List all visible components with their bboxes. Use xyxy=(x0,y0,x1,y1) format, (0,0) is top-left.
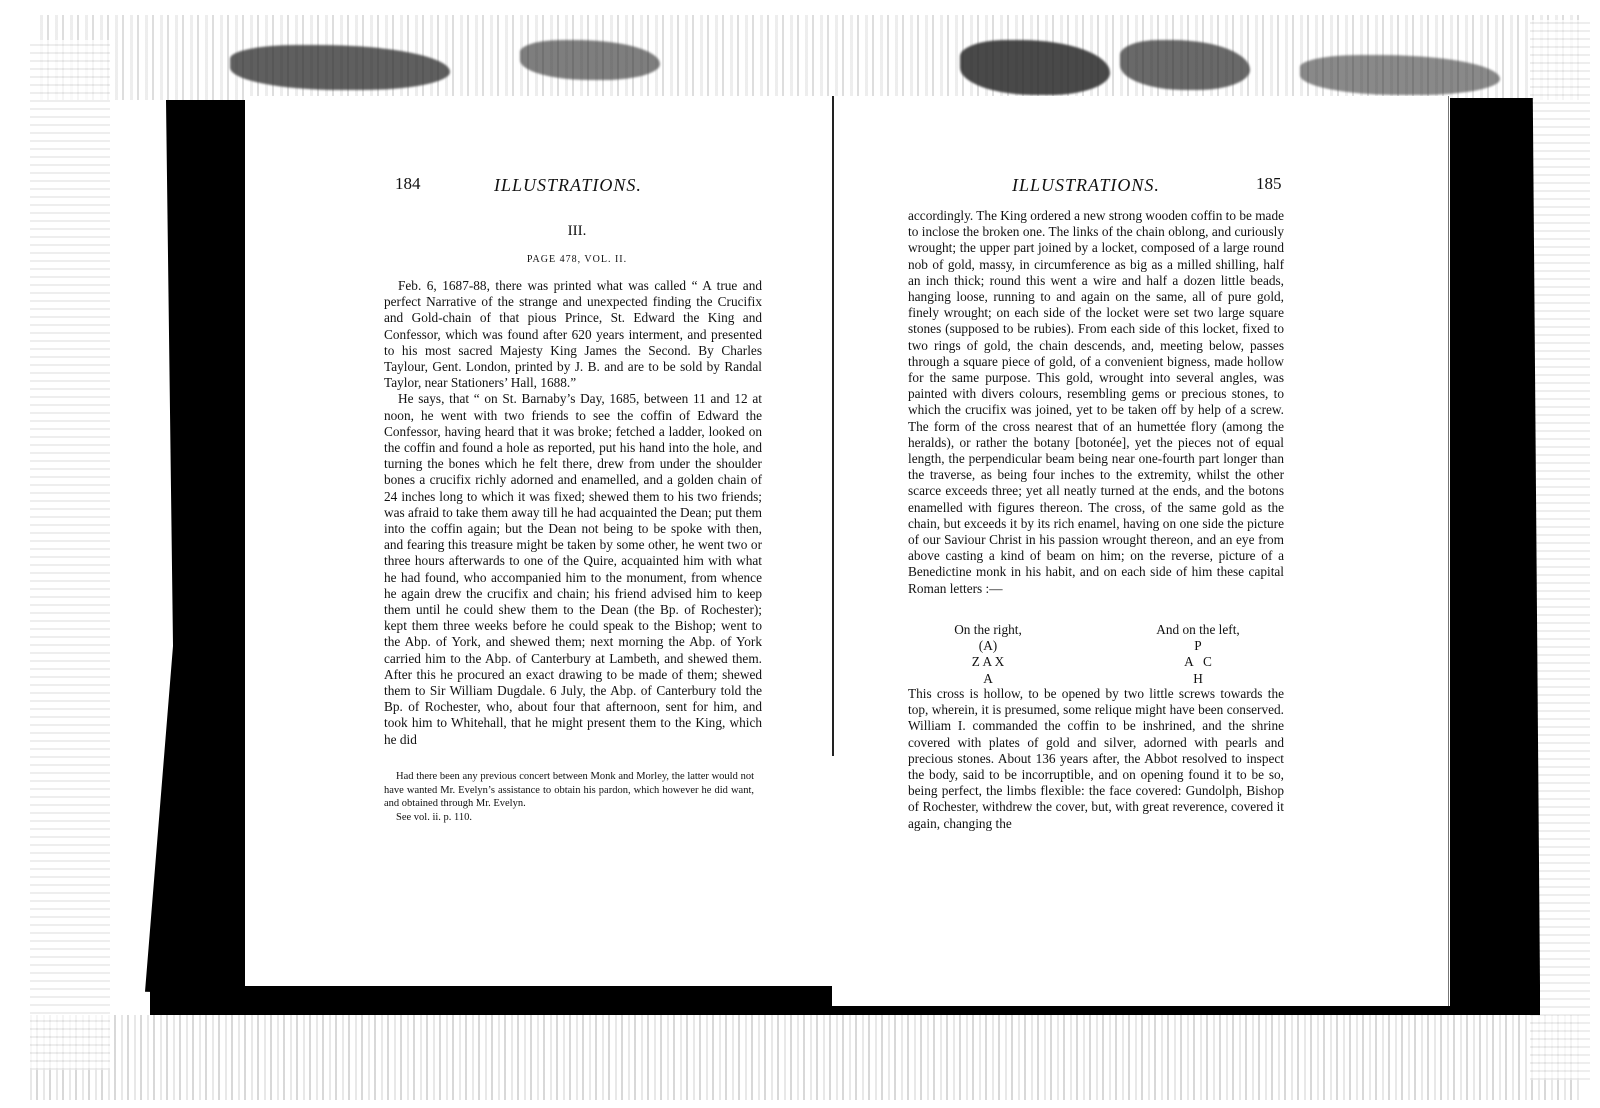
right-page-number: 185 xyxy=(1256,174,1282,193)
right-body-text xyxy=(908,208,1284,597)
letters-line: H xyxy=(1193,670,1203,686)
left-running-head: ILLUSTRATIONS. xyxy=(494,175,642,195)
letters-right-column xyxy=(938,622,1038,687)
right-running-head: ILLUSTRATIONS. xyxy=(1012,175,1160,195)
left-page-number: 184 xyxy=(395,174,421,193)
letters-line: A C xyxy=(1184,654,1212,670)
letters-line: P xyxy=(1194,638,1202,654)
body-paragraph: He says, that “ on St. Barnaby’s Day, 1685, between 11 and 12 at noon, he went with two friends to see the coffin of Edward the Confessor, having heard that it was broke; fetched a ladder, looked on the coffin and found a hole as reported, put his hand into the hole, and turning the bones which he felt there, drew from under the shoulder bones a crucifix richly adorned and enamelled, and a golden chain of 24 inches long to which it was fixed; shewed them to his two friends; was afraid to take them away till he had acquainted the Dean; put them into the coffin again; but the Dean not being to be spoke with then, and fearing this treasure might be taken by some other, he went two or three hours afterwards to one of the Quire, acquainted him with what he had found, who accompanied him to the monument, from whence he again drew the crucifix and chain; his friend advised him to keep them until he could shew them to the Dean (the Bp. of Rochester); kept them three weeks before he could speak to the Bishop; went to the Abp. of York, and shewed them; next morning the Abp. of York carried him to the Abp. of Canterbury at Lambeth, and shewed them. After this he procured an exact drawing to be made of them; shewed them to Sir William Dugdale. 6 July, the Abp. of Canterbury told the Bp. of Rochester, who, about four that afternoon, sent for him, and took him to Whitehall, that he might present them to the King, which he did xyxy=(384,391,762,747)
letters-line: A xyxy=(983,670,993,686)
letters-line: (A) xyxy=(978,638,998,654)
letters-left-column xyxy=(1138,622,1258,687)
footnotes xyxy=(384,770,754,824)
roman-letters xyxy=(908,622,1284,688)
page-edge xyxy=(1448,96,1449,1006)
body-paragraph: This cross is hollow, to be opened by two little screws towards the top, wherein, it is presumed, some relique might have been conserved. William I. commanded the coffin to be inshrined, and the shrine covered with plates of gold and silver, adorned with pearls and precious stones. About 136 years after, the Abbot resolved to inspect the body, said to be incorruptible, and on opening found it to be so, being perfect, the limbs flexible: the face covered: Gundolph, Bishop of Rochester, withdrew the cover, but, with great reverence, covered it again, changing the xyxy=(908,686,1284,831)
footnote: Had there been any previous concert between Monk and Morley, the latter would not have wanted Mr. Evelyn’s assistance to obtain his pardon, which however he did want, and obtained through Mr. Evelyn. xyxy=(384,771,754,809)
right-body-text-continued xyxy=(908,686,1284,832)
letters-line: Z A X xyxy=(971,654,1005,670)
scan-noise-bottom xyxy=(30,1015,1580,1100)
footnote: See vol. ii. p. 110. xyxy=(396,811,473,823)
letters-heading: And on the left, xyxy=(1156,622,1240,637)
scan-noise-left xyxy=(30,40,110,1070)
book-gutter xyxy=(832,96,834,756)
section-reference: PAGE 478, VOL. II. xyxy=(526,254,628,265)
body-paragraph: accordingly. The King ordered a new strong wooden coffin to be made to inclose the broken one. The links of the chain oblong, and curiously wrought; the upper part joined by a locket, composed of a large round nob of gold, massy, in circumference as big as a milled shilling, half an inch thick; round this went a wire and half a dozen little beads, hanging loose, running to and again on the same, all of pure gold, finely wrought; on each side of the locket were set two large square stones (supposed to be rubies). From each side of this locket, fixed to two rings of gold, the chain descends, and, meeting below, passes through a square piece of gold, of a convenient bigness, made hollow for the same purpose. This gold, wrought into several angles, was painted with divers colours, resembling gems or precious stones, to which the crucifix was joined, yet to be taken off by help of a screw. The form of the cross nearest that of an humettée flory (among the heralds), or rather the botany [botonée], yet the pieces not of equal length, the perpendicular beam being near one-fourth part longer than the traverse, as being four inches to the extremity, whilst the other scarce exceeds three; yet all neatly turned at the ends, and the botons enamelled with figures thereon. The cross, of the same gold as the chain, but exceeds it by its rich enamel, having on one side the picture of our Saviour Christ in his passion wrought thereon, and an eye from above casting a kind of beam on him; on the reverse, picture of a Benedictine monk in his habit, and on each side of him these capital Roman letters :— xyxy=(908,208,1285,596)
letters-heading: On the right, xyxy=(954,622,1022,637)
body-paragraph: Feb. 6, 1687-88, there was printed what was called “ A true and perfect Narrative of the strange and unexpected finding the Crucifix and Gold-chain of that pious Prince, St. Edward the King and Confessor, which was found after 620 years interment, and presented to his most sacred Majesty King James the Second. By Charles Taylour, Gent. London, printed by J. B. and are to be sold by Randal Taylor, near Stationers’ Hall, 1688.” xyxy=(384,278,762,391)
section-numeral: III. xyxy=(567,223,587,239)
left-body-text xyxy=(384,278,762,748)
